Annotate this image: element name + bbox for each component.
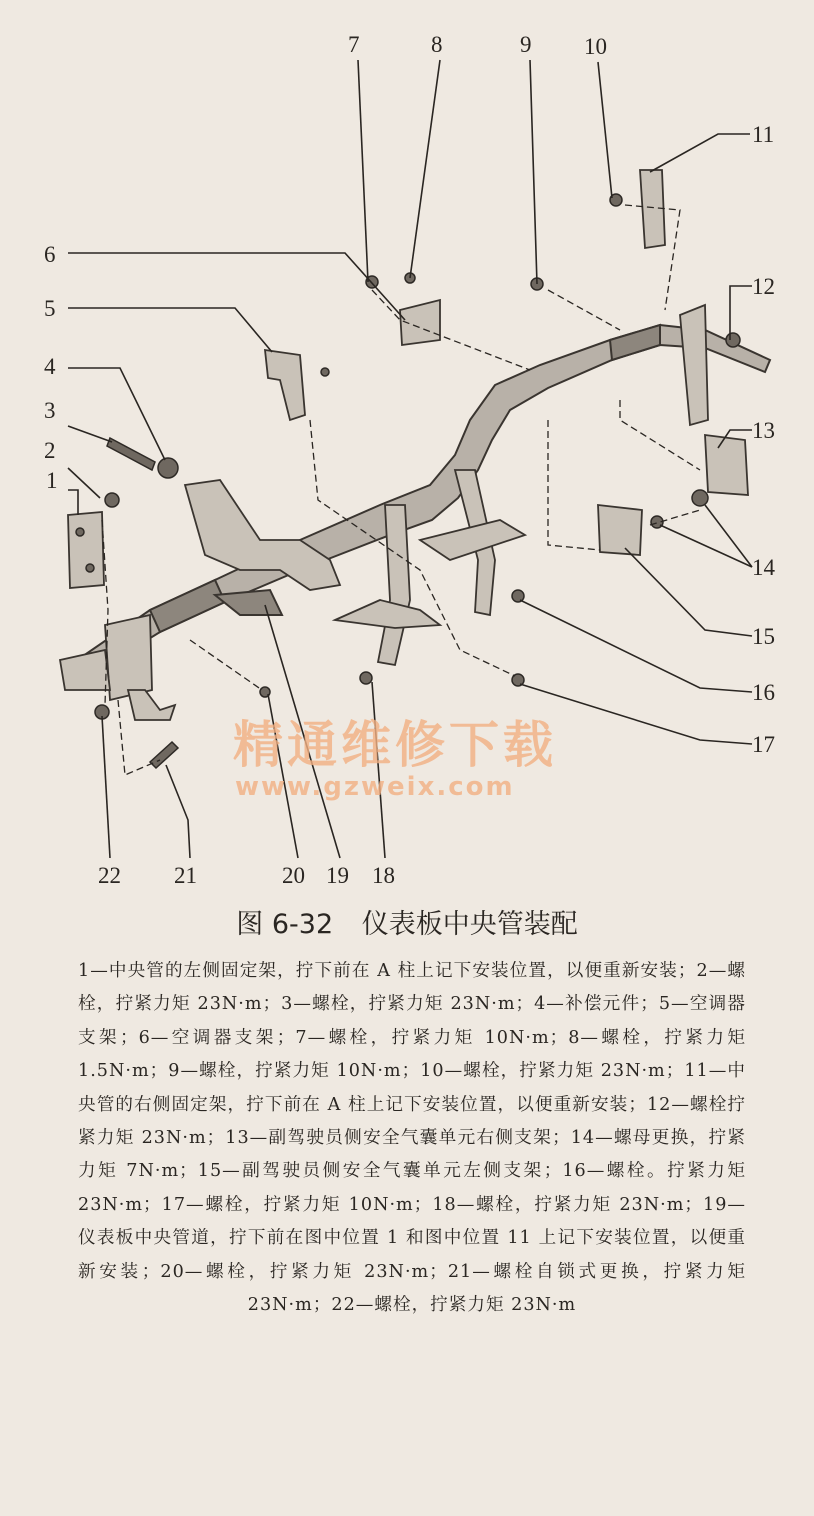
callout-13: 13	[752, 418, 775, 443]
fasteners	[95, 194, 740, 768]
callout-7: 7	[348, 32, 360, 57]
callout-18: 18	[372, 863, 395, 888]
callout-11: 11	[752, 122, 775, 147]
figure-legend: 1—中央管的左侧固定架，拧下前在 A 柱上记下安装位置，以便重新安装；2—螺栓，拧紧力矩 23N·m；3—螺栓，拧紧力矩 23N·m；4—补偿元件；5—空调器支架；6—空调器支架；7—螺栓，拧紧力矩 10N·m；8—螺栓，拧紧力矩 1.5N·m；9—螺栓，拧紧力矩 10N·m；10—螺栓，拧紧力矩 23N·m；11—中央管的右侧固定架，拧下前在 A 柱上记下安装位置，以便重新安装；12—螺栓拧紧力矩 23N·m；13—副驾驶员侧安全气囊单元右侧支架；14—螺母更换，拧紧力矩 7N·m；15—副驾驶员侧安全气囊单元左侧支架；16—螺栓。拧紧力矩 23N·m；17—螺栓，拧紧力矩 10N·m；18—螺栓，拧紧力矩 23N·m；19—仪表板中央管道，拧下前在图中位置 1 和图中位置 11 上记下安装位置，以便重新安装；20—螺栓，拧紧力矩 23N·m；21—螺栓自锁式更换，拧紧力矩 23N·m；22—螺栓，拧紧力矩 23N·m	[78, 961, 746, 1316]
callout-19: 19	[326, 863, 349, 888]
callout-14: 14	[752, 555, 775, 580]
figure-title: 仪表板中央管装配	[361, 909, 578, 940]
figure-caption	[0, 902, 814, 941]
callout-20: 20	[282, 863, 305, 888]
callout-9: 9	[520, 32, 532, 57]
figure-number: 图 6-32	[236, 909, 334, 940]
callout-2: 2	[44, 438, 56, 463]
callout-6: 6	[44, 242, 56, 267]
watermark-url: www.gzweix.com	[235, 772, 515, 802]
callout-3: 3	[44, 398, 56, 423]
callout-22: 22	[98, 863, 121, 888]
callout-16: 16	[752, 680, 775, 705]
callout-21: 21	[174, 863, 197, 888]
watermark-cn: 精通维修下载	[233, 716, 557, 774]
callout-10: 10	[584, 34, 607, 59]
callout-5: 5	[44, 296, 56, 321]
callout-4: 4	[44, 354, 56, 379]
callout-8: 8	[431, 32, 443, 57]
callout-1: 1	[46, 468, 58, 493]
callout-12: 12	[752, 274, 775, 299]
right-bracket	[598, 170, 748, 555]
callout-17: 17	[752, 732, 775, 757]
ac-bracket-5	[265, 350, 305, 420]
callout-15: 15	[752, 624, 775, 649]
